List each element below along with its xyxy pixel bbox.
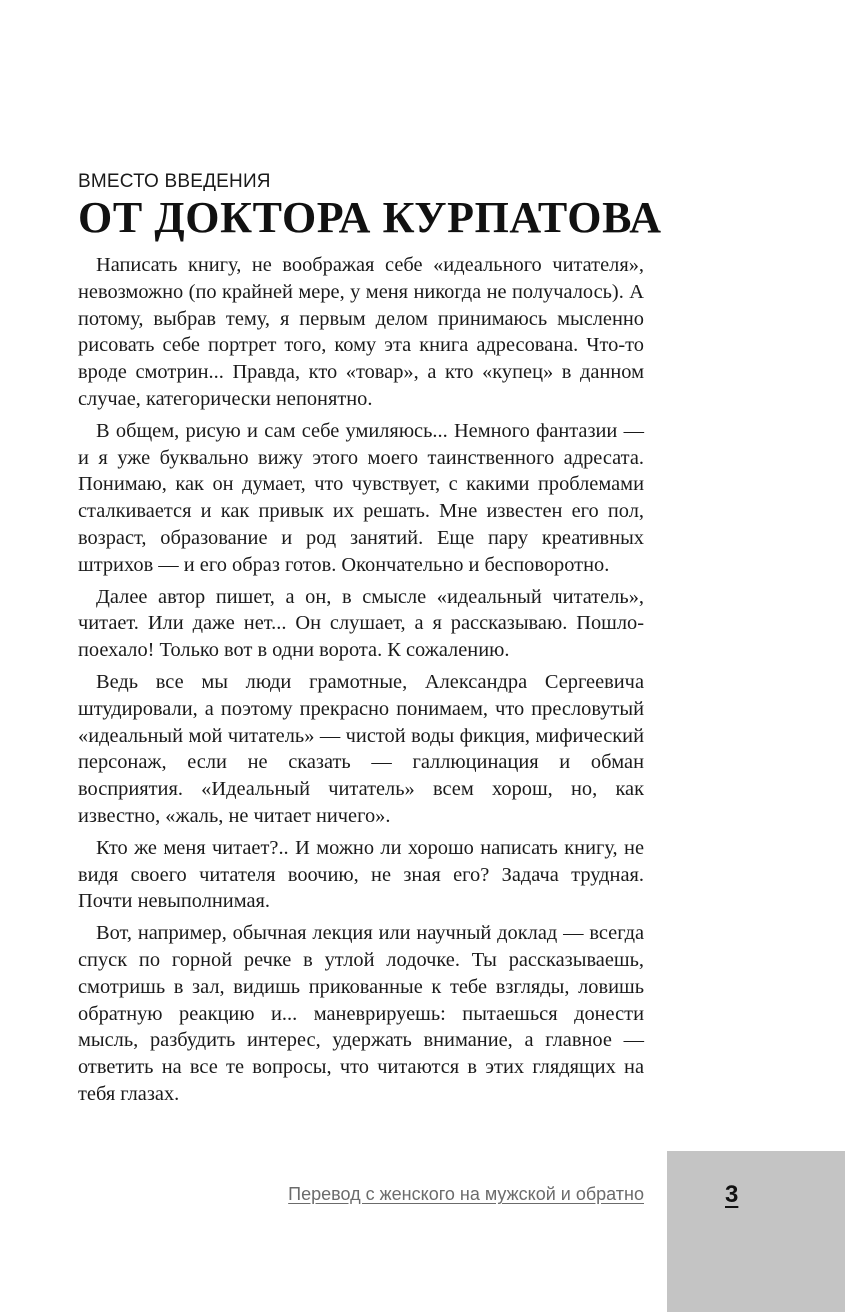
- paragraph: В общем, рисую и сам себе умиляюсь... Немного фантазии — и я уже буквально вижу этого моего таинственного адресата. Понимаю, как он думает, что чувствует, с какими проблемами сталкивается и как привык их решать. Мне известен его пол, возраст, образование и род занятий. Еще пару креативных штрихов — и его образ готов. Окончательно и бесповоротно.: [78, 419, 644, 576]
- running-footer-book-title: Перевод с женского на мужской и обратно: [288, 1184, 644, 1204]
- paragraph: Ведь все мы люди грамотные, Александра Сергеевича штудировали, а поэтому прекрасно понимаем, что пресловутый «идеальный мой читатель» — чистой воды фикция, мифический персонаж, если не сказать — галлюцинация и обман восприятия. «Идеальный читатель» всем хорош, но, как известно, «жаль, не читает ничего».: [78, 670, 644, 827]
- chapter-kicker: ВМЕСТО ВВЕДЕНИЯ: [78, 171, 271, 192]
- page-number-tab: [667, 1151, 845, 1312]
- page-number: 3: [725, 1181, 739, 1208]
- chapter-title: ОТ ДОКТОРА КУРПАТОВА: [78, 193, 662, 242]
- paragraph: Вот, например, обычная лекция или научный доклад — всегда спуск по горной речке в утлой лодочке. Ты рассказываешь, смотришь в зал, видишь прикованные к тебе взгляды, ловишь обратную реакцию и... маневрируешь: пытаешься донести мысль, разбудить интерес, удержать внимание, а главное — ответить на все те вопросы, что читаются в этих глядящих на тебя глазах.: [78, 922, 644, 1105]
- paragraph: Кто же меня читает?.. И можно ли хорошо написать книгу, не видя своего читателя воочию, не зная его? Задача трудная. Почти невыполнимая.: [78, 836, 644, 913]
- paragraph: Написать книгу, не воображая себе «идеального читателя», невозможно (по крайней мере, у меня никогда не получалось). А потому, выбрав тему, я первым делом принимаюсь мысленно рисовать себе портрет того, кому эта книга адресована. Что-то вроде смотрин... Правда, кто «товар», а кто «купец» в данном случае, категорически непонятно.: [78, 254, 644, 410]
- paragraph: Далее автор пишет, а он, в смысле «идеальный читатель», читает. Или даже нет... Он слушает, а я рассказываю. Пошло-поехало! Только вот в одни ворота. К сожалению.: [78, 585, 644, 662]
- body-text: [78, 252, 644, 1113]
